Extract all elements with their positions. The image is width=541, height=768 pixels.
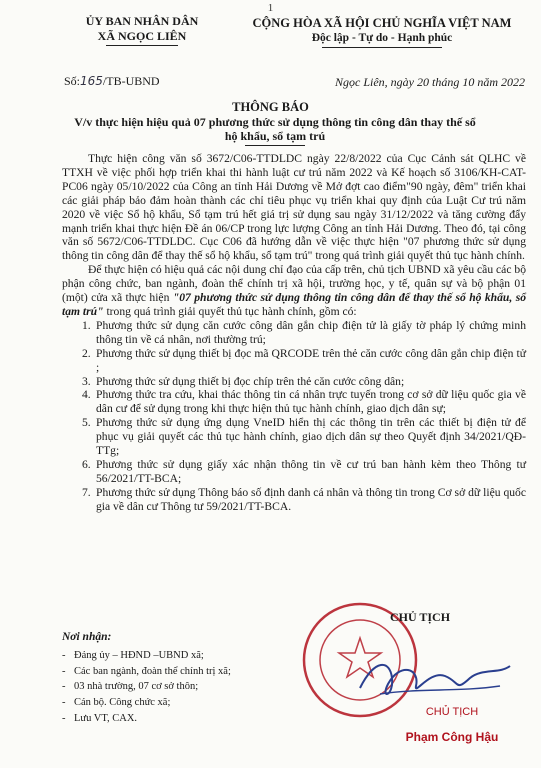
national-motto: Độc lập - Tự do - Hạnh phúc — [311, 32, 453, 44]
method-item — [62, 347, 526, 375]
method-number: 4. — [82, 388, 91, 402]
method-item — [62, 375, 526, 389]
national-underline — [322, 47, 442, 48]
method-item — [62, 319, 526, 347]
national-header — [232, 16, 532, 48]
paragraph-2-after: trong quá trình giải quyết thủ tục hành chính, gồm có: — [103, 304, 357, 318]
national-title: CỘNG HÒA XÃ HỘI CHỦ NGHĨA VIỆT NAM — [252, 16, 512, 30]
document-subject — [70, 115, 480, 146]
page-number: 1 — [267, 2, 274, 14]
document-title: THÔNG BÁO — [232, 100, 309, 114]
methods-list — [62, 319, 526, 514]
document-number-suffix: /TB-UBND — [102, 74, 160, 88]
signer-role: CHỦ TỊCH — [425, 706, 479, 718]
body-paragraph-1: Thực hiện công văn số 3672/C06-TTDLDC ngày 22/8/2022 của Cục Cảnh sát QLHC về TTXH về việc phối hợp triển khai thi hành luật cư trú năm 2022 và Kế hoạch số 3106/KH-CAT-PC06 ngày 05/10/2022 của Công an tỉnh Hải Dương về Mở đợt cao điểm"90 ngày, đêm" triển khai các giải pháp bảo đảm hoàn thành các chỉ tiêu phục vụ triển khai quy định của Luật Cư trú năm 2020 về việc Sổ hộ khẩu, Sổ tạm trú hết giá trị sử dụng sau ngày 31/12/2022 và tăng cường đẩy mạnh triển khai thực hiện Đề án 06/CP trong lực lượng Công an tỉnh Hải Dương. Theo đó, tại công văn số 5672/C06-TTDLDC. Cục C06 đã hướng dẫn về việc thực hiện "07 phương thức sử dụng thông tin công dân để thay thế sổ hộ khẩu, sổ tạm trú" trong quá trình giải quyết thủ tục hành chính. — [62, 152, 526, 263]
method-text: Phương thức sử dụng giấy xác nhận thông tin về cư trú ban hành kèm theo Thông tư 56/2021/TT-BCA; — [96, 457, 526, 485]
body-paragraph-2 — [62, 263, 526, 319]
method-item — [62, 388, 526, 416]
recipient-item: - 03 nhà trường, 07 cơ sở thôn; — [62, 679, 302, 695]
method-item — [62, 458, 526, 486]
method-number: 2. — [82, 346, 91, 360]
method-number: 3. — [82, 374, 91, 388]
method-number: 6. — [82, 457, 91, 471]
document-body — [62, 152, 526, 514]
issuer-line-2: XÃ NGỌC LIÊN — [97, 29, 187, 43]
method-text: Phương thức sử dụng ứng dụng VneID hiển thị các thông tin trên các thiết bị điện tử để phục vụ giải quyết các thủ tục hành chính, giao dịch dân sự theo Quyết định 34/2021/QĐ-TTg; — [96, 416, 526, 458]
method-number: 1. — [82, 318, 91, 332]
recipients-heading: Nơi nhận: — [62, 631, 112, 643]
document-number-handwritten: 165 — [80, 74, 103, 88]
issuer-underline — [106, 45, 178, 46]
signer-title: CHỦ TỊCH — [389, 610, 451, 624]
method-number: 7. — [82, 485, 91, 499]
method-text: Phương thức sử dụng căn cước công dân gắn chip điện tử là giấy tờ pháp lý chứng minh thông tin về cá nhân, nơi thường trú; — [96, 318, 526, 346]
paragraph-2-before: Để thực hiện có hiệu quả các nội dung chỉ đạo của cấp trên, chủ tịch UBND xã yêu cầu các bộ phận công chức, ban ngành, đoàn thể chính trị xã hội, trường học, y tế, quân sự và bộ phận 01 (một) cửa xã thực hiện — [62, 263, 526, 305]
method-text: Phương thức sử dụng thiết bị đọc chíp trên thẻ căn cước công dân; — [96, 374, 405, 388]
subject-text: V/v thực hiện hiệu quả 07 phương thức sử dụng thông tin công dân thay thế sổ hộ khẩu, sổ tạm trú — [74, 115, 476, 143]
recipients-block — [62, 630, 302, 727]
issuer-header — [42, 14, 242, 46]
document-number-prefix: Số: — [64, 74, 81, 88]
method-item — [62, 416, 526, 458]
recipient-item: - Lưu VT, CAX. — [62, 711, 302, 727]
method-text: Phương thức sử dụng Thông báo số định danh cá nhân và thông tin trong Cơ sở dữ liệu quốc gia về dân cư Thông tư 59/2021/TT-BCA. — [96, 485, 526, 513]
recipient-item: - Cán bộ. Công chức xã; — [62, 695, 302, 711]
handwritten-signature — [350, 648, 520, 708]
recipient-item: - Đảng ủy – HĐND –UBND xã; — [62, 648, 302, 664]
method-text: Phương thức sử dụng thiết bị đọc mã QRCODE trên thẻ căn cước công dân gắn chip điện tử ; — [96, 346, 526, 374]
subject-underline — [245, 145, 305, 146]
document-number — [64, 74, 160, 89]
recipient-item: - Các ban ngành, đoàn thể chính trị xã; — [62, 664, 302, 680]
method-text: Phương thức tra cứu, khai thác thông tin cá nhân trực tuyến trong cơ sở dữ liệu quốc gia về dân cư để sử dụng trong khi thực hiện thủ tục hành chính, giao dịch dân sự; — [96, 388, 526, 416]
signer-name: Phạm Công Hậu — [405, 730, 499, 744]
method-item — [62, 486, 526, 514]
document-date: Ngọc Liên, ngày 20 tháng 10 năm 2022 — [335, 75, 525, 89]
issuer-line-1: ỦY BAN NHÂN DÂN — [85, 14, 199, 28]
paragraph-2-emphasis: "07 phương thức sử dụng thông tin công dân để thay thế sổ hộ khẩu, sổ tạm trú" — [62, 291, 526, 318]
method-number: 5. — [82, 416, 91, 430]
